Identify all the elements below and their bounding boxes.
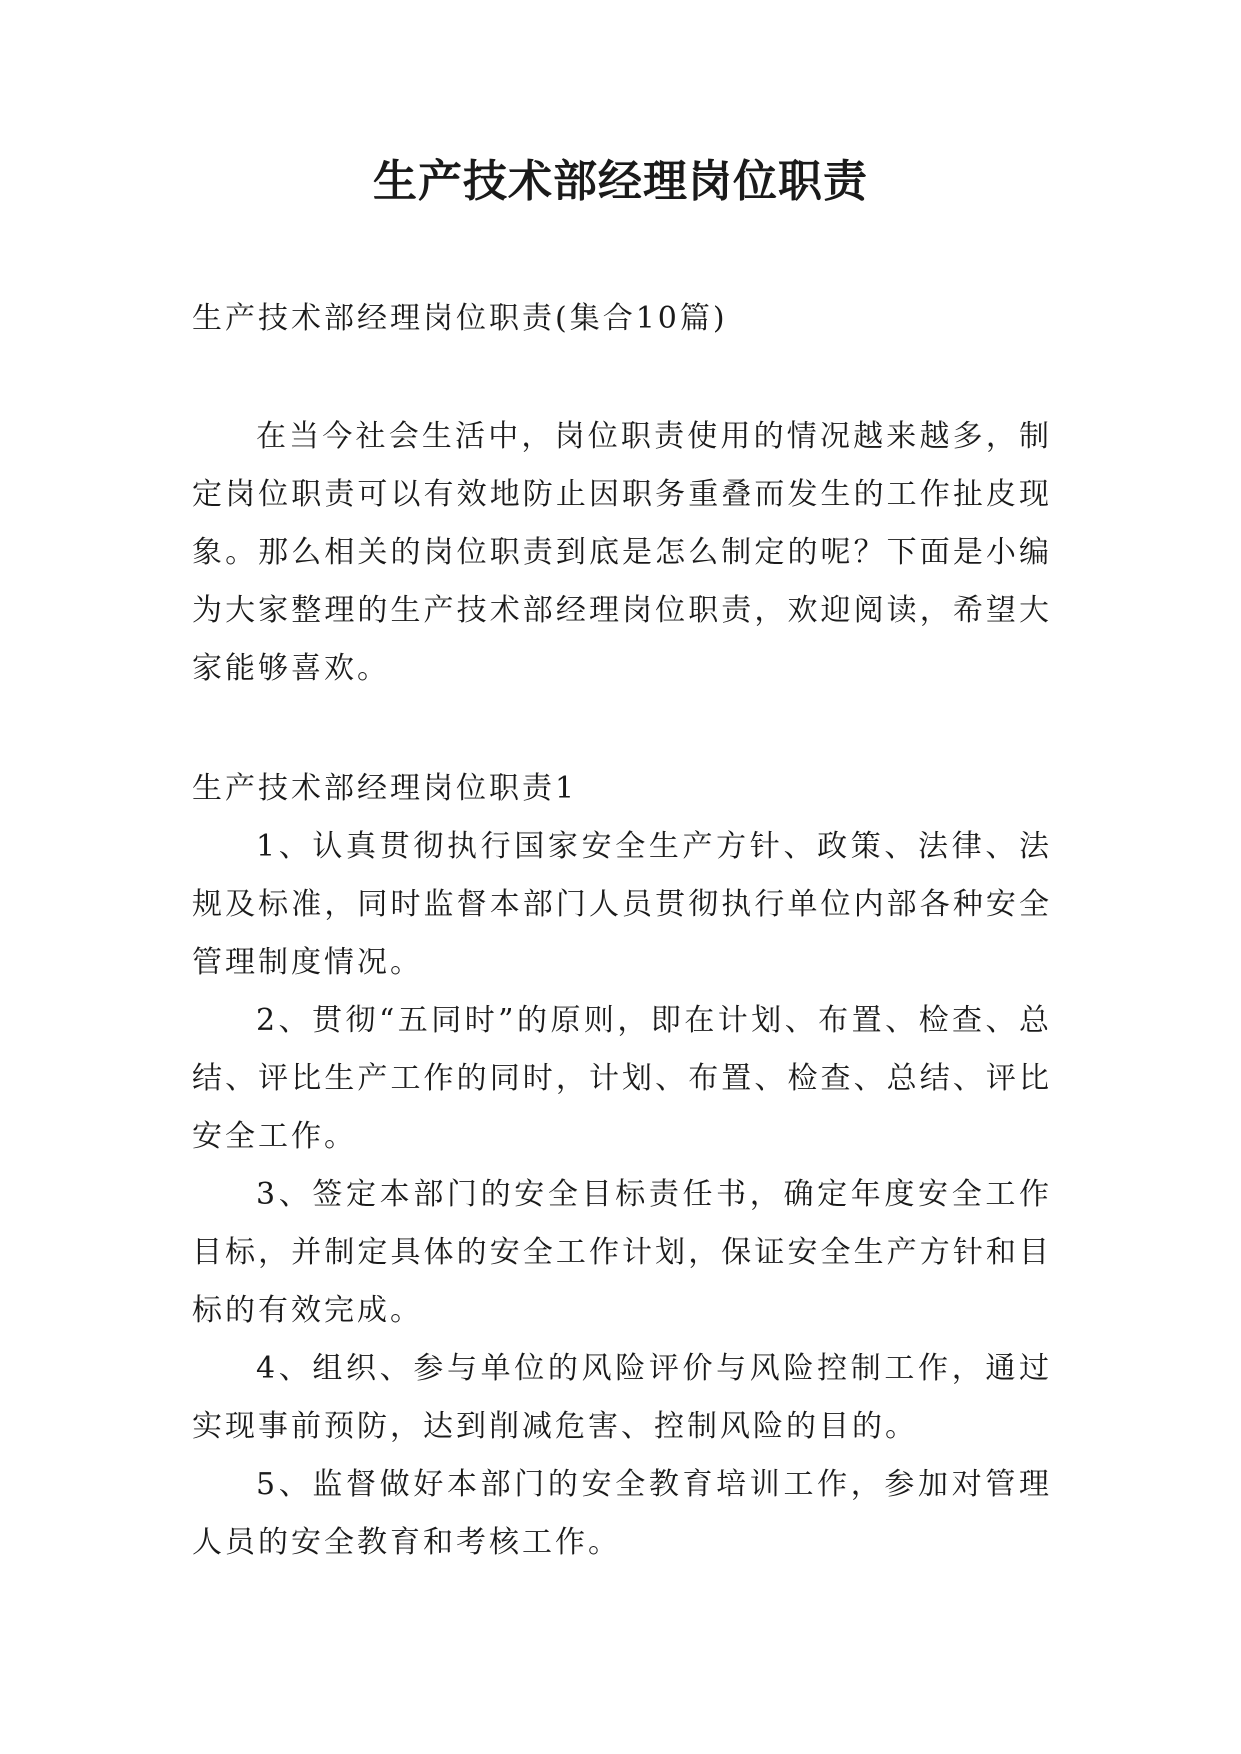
duty-item: 5、监督做好本部门的安全教育培训工作，参加对管理人员的安全教育和考核工作。 — [192, 1467, 1052, 1560]
document-subtitle: 生产技术部经理岗位职责(集合10篇) — [192, 301, 728, 336]
duty-item: 4、组织、参与单位的风险评价与风险控制工作，通过实现事前预防，达到削减危害、控制风险的目的。 — [192, 1351, 1052, 1444]
duty-item: 3、签定本部门的安全目标责任书，确定年度安全工作目标，并制定具体的安全工作计划，保证安全生产方针和目标的有效完成。 — [192, 1177, 1052, 1328]
document-title: 生产技术部经理岗位职责 — [373, 156, 868, 207]
duty-item: 1、认真贯彻执行国家安全生产方针、政策、法律、法规及标准，同时监督本部门人员贯彻执行单位内部各种安全管理制度情况。 — [192, 829, 1052, 980]
intro-paragraph: 在当今社会生活中，岗位职责使用的情况越来越多，制定岗位职责可以有效地防止因职务重叠而发生的工作扯皮现象。那么相关的岗位职责到底是怎么制定的呢？下面是小编为大家整理的生产技术部经理岗位职责，欢迎阅读，希望大家能够喜欢。 — [192, 419, 1052, 686]
section-heading: 生产技术部经理岗位职责1 — [192, 771, 578, 806]
duty-item: 2、贯彻“五同时”的原则，即在计划、布置、检查、总结、评比生产工作的同时，计划、布置、检查、总结、评比安全工作。 — [192, 1003, 1052, 1154]
